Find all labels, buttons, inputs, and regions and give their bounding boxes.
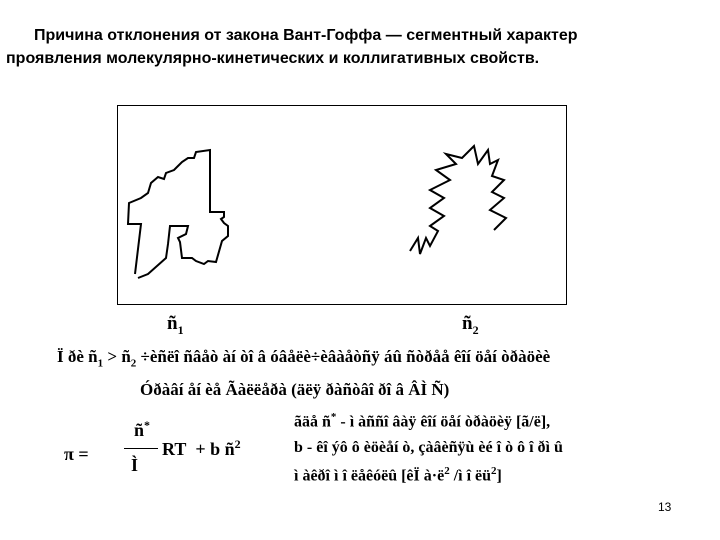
page-number: 13 xyxy=(658,500,672,514)
numerator xyxy=(134,418,150,441)
rt-term xyxy=(162,437,241,460)
comparison-c2: ñ xyxy=(121,347,131,366)
comparison-c1-sub: 1 xyxy=(97,357,104,370)
comparison-gt: > xyxy=(103,347,122,366)
denominator: Ì xyxy=(131,455,139,475)
chain-label-c2 xyxy=(462,313,479,338)
square-exponent: 2 xyxy=(234,437,241,451)
def1-c: ñ xyxy=(322,413,331,431)
fraction-bar xyxy=(124,448,158,449)
def1-rest: - ì àññî âàÿ êîí öåí òðàöèÿ [ã/ë], xyxy=(336,413,551,431)
c-squared-symbol: ñ xyxy=(224,439,235,459)
comparison-c1: ñ xyxy=(88,347,98,366)
c2-symbol: ñ xyxy=(462,313,473,334)
slide-title xyxy=(0,24,720,70)
numerator-star: * xyxy=(144,418,151,432)
def3-mid: /ì î ëü xyxy=(449,467,492,485)
chain-figure-box xyxy=(117,105,567,305)
left-chain-line xyxy=(128,150,228,278)
def3-exp2: 2 xyxy=(491,465,497,477)
haller-equation-heading: Óðàâí åí èå Ãàëëåðà (äëÿ ðàñòâî ðî â ÂÌ Ñ) xyxy=(140,380,450,399)
def3-exp: 2 xyxy=(444,465,450,477)
c2-subscript: 2 xyxy=(472,322,479,337)
c1-symbol: ñ xyxy=(167,313,178,334)
definition-line-3 xyxy=(294,465,502,485)
def3-end: ] xyxy=(496,467,502,485)
comparison-prefix: Ï ðè xyxy=(57,347,89,366)
rt-text: RT xyxy=(162,439,187,459)
title-line-1: Причина отклонения от закона Вант-Гоффа — сегментный характер xyxy=(34,27,578,44)
comparison-c2-sub: 2 xyxy=(130,357,137,370)
pi-equals: π = xyxy=(64,444,89,464)
chain-diagram xyxy=(118,106,568,306)
numerator-c: ñ xyxy=(134,420,145,440)
c1-subscript: 1 xyxy=(177,322,184,337)
chain-label-c1 xyxy=(167,313,184,338)
def1-prefix: ãäå xyxy=(294,413,322,431)
def1-star: * xyxy=(330,411,337,423)
title-line-2: проявления молекулярно-кинетических и коллигативных свойств. xyxy=(6,50,540,67)
definition-line-1 xyxy=(294,411,550,431)
def3-prefix: ì àêðî ì î ëåêóëû [êÏ à·ë xyxy=(294,467,445,485)
definition-line-2: b - êî ýô ô èöèåí ò, çàâèñÿù èé î ò ô î ðì û xyxy=(294,439,563,456)
plus-b-text: + b xyxy=(195,439,221,459)
right-chain-line xyxy=(410,146,506,254)
comparison-line xyxy=(57,347,550,369)
comparison-rest: ÷èñëî ñâåò àí òî â óâåëè÷èâàåòñÿ áû ñòðåå êîí öåí òðàöèè xyxy=(136,347,551,366)
